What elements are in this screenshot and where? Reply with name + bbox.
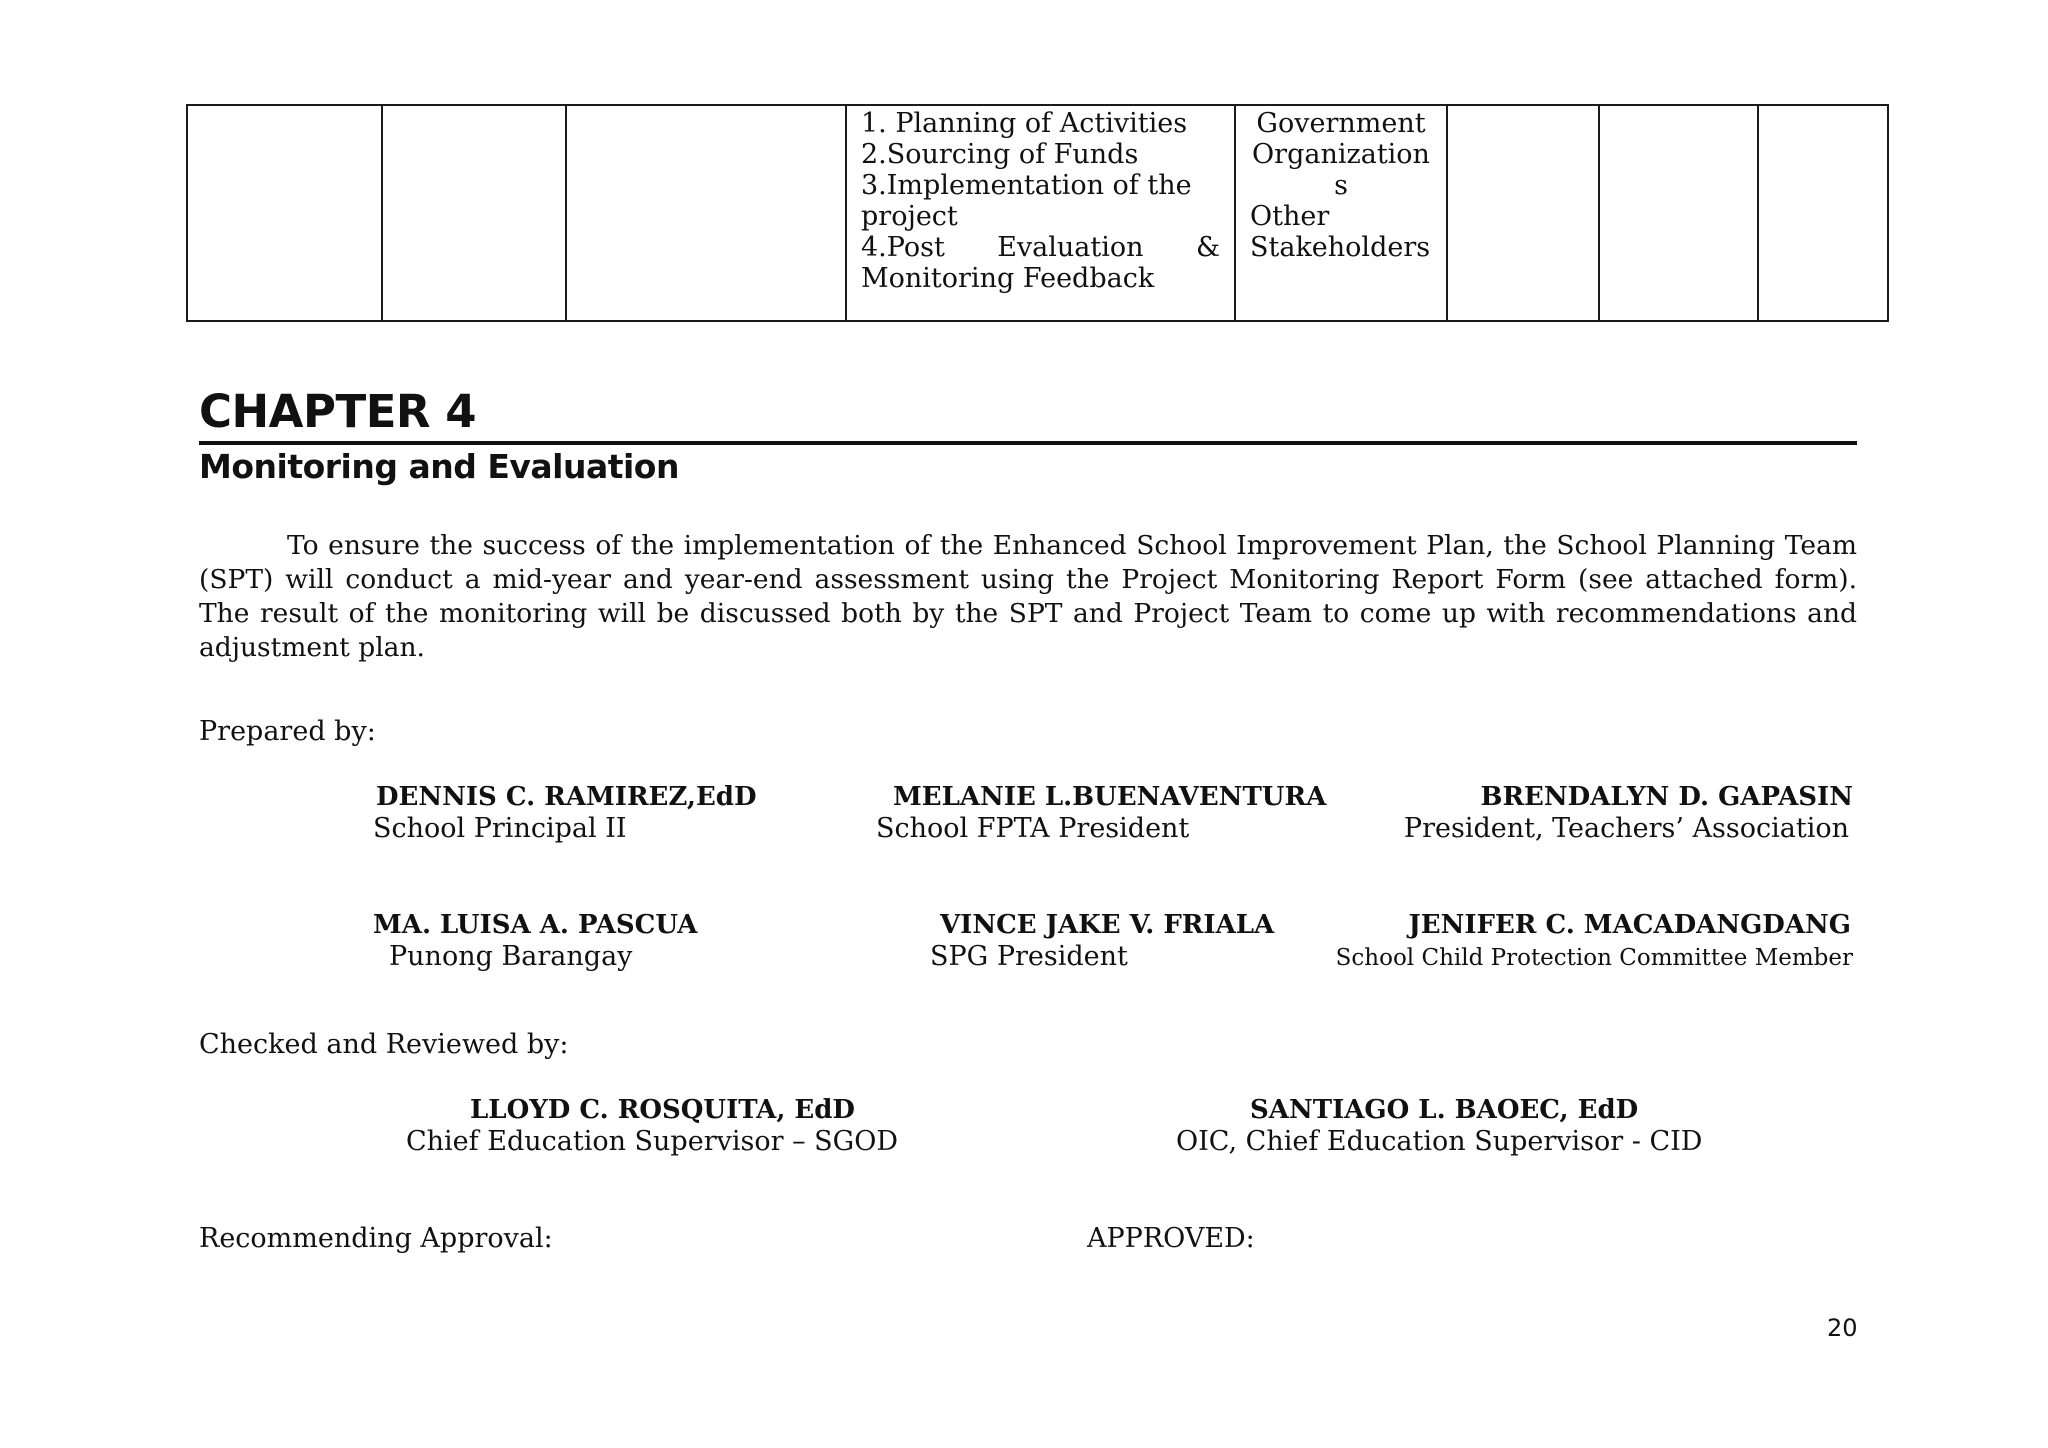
table-cell-activities: [846, 105, 1235, 321]
signatory-name: VINCE JAKE V. FRIALA: [940, 910, 1275, 940]
table-cell-empty: [1758, 105, 1888, 321]
partner-line: Other: [1250, 201, 1330, 232]
table-cell-empty: [566, 105, 846, 321]
signatory-title: President, Teachers’ Association: [1403, 813, 1849, 844]
signatory-title: Punong Barangay: [389, 941, 633, 972]
table-row: [187, 105, 1888, 321]
signatory-title: Chief Education Supervisor – SGOD: [406, 1126, 899, 1157]
activity-word: 4.Post: [861, 232, 945, 263]
partner-line: s: [1334, 170, 1348, 201]
activity-word: Evaluation: [997, 232, 1144, 263]
checked-by-label: Checked and Reviewed by:: [199, 1029, 569, 1060]
body-paragraph: [199, 529, 1857, 665]
partner-line: Stakeholders: [1250, 232, 1431, 263]
signatory-title: School FPTA President: [876, 813, 1190, 844]
signatory-name: LLOYD C. ROSQUITA, EdD: [470, 1095, 855, 1125]
table-cell-empty: [1447, 105, 1599, 321]
partner-line: Organization: [1252, 139, 1430, 170]
activities-table: [186, 104, 1889, 322]
signatory-title: OIC, Chief Education Supervisor - CID: [1176, 1126, 1703, 1157]
activity-word: &: [1195, 232, 1220, 263]
activity-line: project: [861, 201, 958, 232]
table-cell-empty: [187, 105, 382, 321]
recommending-approval-label: Recommending Approval:: [199, 1223, 553, 1254]
signatory-name: MA. LUISA A. PASCUA: [373, 910, 698, 940]
paragraph-text: To ensure the success of the implementation of the Enhanced School Improvement Plan, the School Planning Team (SPT) will conduct a mid-year and year-end assessment using the Project Monitoring Report Form (see attached form). The result of the monitoring will be discussed both by the SPT and Project Team to come up with recommendations and adjustment plan.: [199, 530, 1857, 663]
signatory-name: JENIFER C. MACADANGDANG: [1408, 910, 1851, 940]
table-cell-partners: [1235, 105, 1447, 321]
approved-label: APPROVED:: [1087, 1223, 1255, 1254]
page-number: 20: [1827, 1314, 1858, 1342]
activity-line: 3.Implementation of the: [861, 170, 1192, 201]
chapter-subtitle: Monitoring and Evaluation: [199, 447, 679, 486]
chapter-divider: [199, 441, 1857, 445]
partner-line: Government: [1256, 108, 1426, 139]
prepared-by-label: Prepared by:: [199, 716, 376, 747]
activity-line: Monitoring Feedback: [861, 263, 1155, 294]
table-cell-empty: [1599, 105, 1758, 321]
table-cell-empty: [382, 105, 566, 321]
activity-line-justified: [861, 232, 1220, 263]
activity-line: 2.Sourcing of Funds: [861, 139, 1139, 170]
signatory-name: SANTIAGO L. BAOEC, EdD: [1250, 1095, 1639, 1125]
signatory-name: MELANIE L.BUENAVENTURA: [893, 782, 1327, 812]
signatory-name: DENNIS C. RAMIREZ,EdD: [376, 782, 757, 812]
chapter-title: CHAPTER 4: [199, 385, 477, 438]
signatory-title: School Principal II: [373, 813, 627, 844]
signatory-title: School Child Protection Committee Member: [1335, 945, 1853, 971]
signatory-name: BRENDALYN D. GAPASIN: [1480, 782, 1853, 812]
activity-line: 1. Planning of Activities: [861, 108, 1188, 139]
signatory-title: SPG President: [930, 941, 1128, 972]
